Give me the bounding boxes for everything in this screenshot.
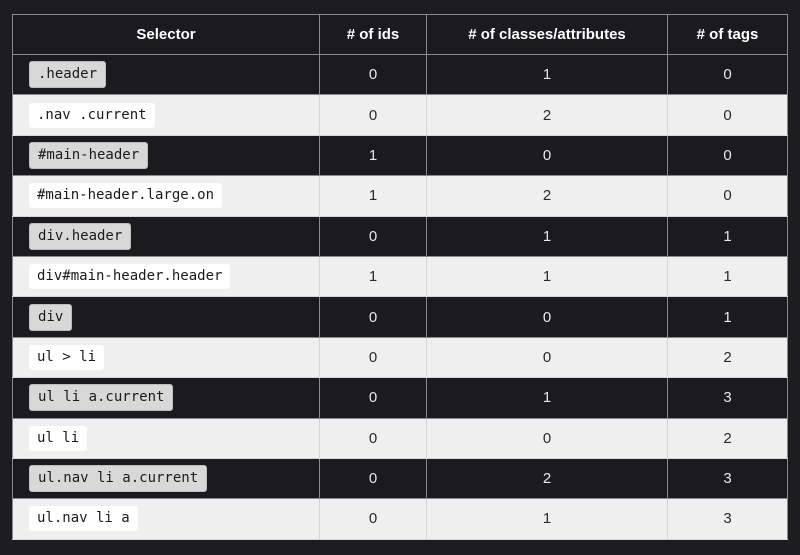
table-row bbox=[13, 256, 788, 296]
ids-cell: 1 bbox=[320, 256, 427, 296]
classes-cell: 2 bbox=[427, 176, 668, 216]
ids-cell: 0 bbox=[320, 95, 427, 135]
table-row bbox=[13, 55, 788, 95]
ids-cell: 0 bbox=[320, 337, 427, 377]
selector-cell bbox=[13, 176, 320, 216]
tags-cell: 3 bbox=[668, 458, 788, 498]
tags-cell: 0 bbox=[668, 176, 788, 216]
table-row bbox=[13, 297, 788, 337]
selector-cell bbox=[13, 135, 320, 175]
selector-code: ul li bbox=[29, 426, 87, 451]
classes-cell: 1 bbox=[427, 256, 668, 296]
table-row bbox=[13, 378, 788, 418]
selector-code: ul > li bbox=[29, 345, 104, 370]
table-row bbox=[13, 176, 788, 216]
classes-cell: 0 bbox=[427, 337, 668, 377]
tags-cell: 3 bbox=[668, 378, 788, 418]
header-ids: # of ids bbox=[320, 15, 427, 55]
classes-cell: 1 bbox=[427, 499, 668, 539]
selector-cell bbox=[13, 256, 320, 296]
header-selector: Selector bbox=[13, 15, 320, 55]
selector-cell bbox=[13, 95, 320, 135]
tags-cell: 1 bbox=[668, 297, 788, 337]
ids-cell: 0 bbox=[320, 297, 427, 337]
selector-cell bbox=[13, 458, 320, 498]
classes-cell: 0 bbox=[427, 135, 668, 175]
selector-cell bbox=[13, 378, 320, 418]
specificity-table-frame bbox=[12, 14, 787, 540]
classes-cell: 2 bbox=[427, 458, 668, 498]
table-row bbox=[13, 418, 788, 458]
selector-cell bbox=[13, 55, 320, 95]
header-classes-attributes: # of classes/attributes bbox=[427, 15, 668, 55]
classes-cell: 0 bbox=[427, 418, 668, 458]
tags-cell: 2 bbox=[668, 418, 788, 458]
ids-cell: 0 bbox=[320, 499, 427, 539]
tags-cell: 3 bbox=[668, 499, 788, 539]
selector-code: div#main-header.header bbox=[29, 264, 230, 289]
table-header-row bbox=[13, 15, 788, 55]
ids-cell: 0 bbox=[320, 55, 427, 95]
ids-cell: 1 bbox=[320, 176, 427, 216]
table-row bbox=[13, 95, 788, 135]
selector-cell bbox=[13, 297, 320, 337]
ids-cell: 0 bbox=[320, 418, 427, 458]
selector-code: div.header bbox=[29, 223, 131, 250]
header-tags: # of tags bbox=[668, 15, 788, 55]
selector-cell bbox=[13, 418, 320, 458]
selector-code: ul.nav li a bbox=[29, 506, 138, 531]
selector-code: .header bbox=[29, 61, 106, 88]
classes-cell: 1 bbox=[427, 55, 668, 95]
ids-cell: 0 bbox=[320, 458, 427, 498]
specificity-table bbox=[12, 14, 788, 540]
classes-cell: 0 bbox=[427, 297, 668, 337]
classes-cell: 1 bbox=[427, 216, 668, 256]
selector-code: .nav .current bbox=[29, 103, 155, 128]
tags-cell: 0 bbox=[668, 55, 788, 95]
selector-code: ul.nav li a.current bbox=[29, 465, 207, 492]
selector-cell bbox=[13, 499, 320, 539]
tags-cell: 0 bbox=[668, 135, 788, 175]
tags-cell: 2 bbox=[668, 337, 788, 377]
selector-code: #main-header bbox=[29, 142, 148, 169]
selector-code: #main-header.large.on bbox=[29, 183, 222, 208]
selector-cell bbox=[13, 337, 320, 377]
table-row bbox=[13, 458, 788, 498]
selector-code: ul li a.current bbox=[29, 384, 173, 411]
selector-code: div bbox=[29, 304, 72, 331]
ids-cell: 0 bbox=[320, 216, 427, 256]
tags-cell: 1 bbox=[668, 216, 788, 256]
table-row bbox=[13, 135, 788, 175]
table-row bbox=[13, 337, 788, 377]
ids-cell: 1 bbox=[320, 135, 427, 175]
classes-cell: 2 bbox=[427, 95, 668, 135]
classes-cell: 1 bbox=[427, 378, 668, 418]
table-row bbox=[13, 216, 788, 256]
tags-cell: 0 bbox=[668, 95, 788, 135]
tags-cell: 1 bbox=[668, 256, 788, 296]
selector-cell bbox=[13, 216, 320, 256]
ids-cell: 0 bbox=[320, 378, 427, 418]
table-row bbox=[13, 499, 788, 539]
